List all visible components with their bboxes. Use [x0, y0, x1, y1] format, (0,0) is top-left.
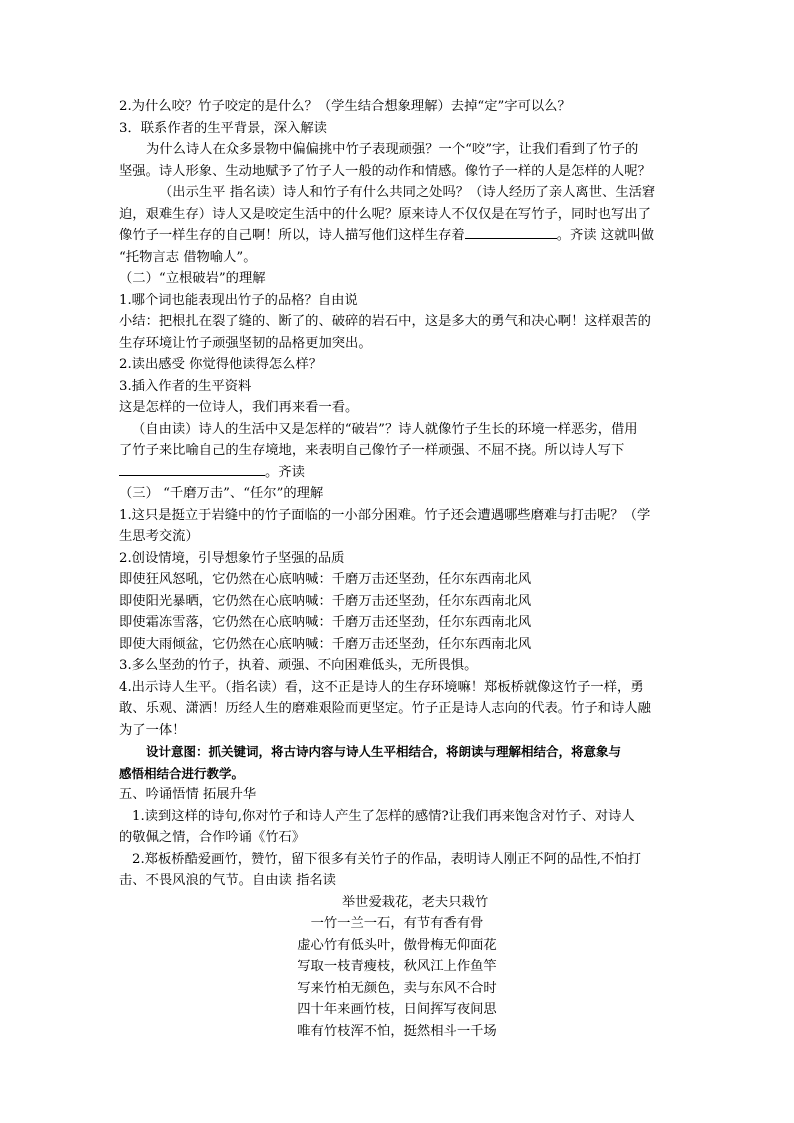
- poem-line: 写取一枝青瘦枝，秋风江上作鱼竿: [297, 959, 497, 974]
- poem-line: 虚心竹有低头叶，傲骨梅无仰面花: [297, 937, 497, 953]
- design-intent: 设计意图：抓关键词，将古诗内容与诗人生平相结合，将朗读与理解相结合，将意象与: [146, 744, 622, 759]
- list-item: 2.读出感受 你觉得他读得怎么样？: [119, 357, 323, 372]
- subsection-heading: （三） “千磨万击”、“任尔”的理解: [119, 486, 324, 501]
- fill-in-blank: [119, 462, 265, 476]
- document-page: [119, 96, 675, 1042]
- paragraph-line: 生思考交流）: [119, 529, 199, 544]
- list-item: 2.创设情境，引导想象竹子坚强的品质: [119, 550, 345, 566]
- paragraph-line: 坚强。诗人形象、生动地赋予了竹子人一般的动作和情感。像竹子一样的人是怎样的人呢？: [119, 163, 651, 179]
- paragraph-line: 了竹子来比喻自己的生存境地，来表明自己像竹子一样顽强、不屈不挠。所以诗人写下: [119, 443, 625, 458]
- section-3-heading: 3．联系作者的生平背景，深入解读: [119, 120, 327, 136]
- subsection-heading: （二）“立根破岩”的理解: [119, 271, 266, 286]
- text-after-blank: 。齐读: [265, 464, 305, 480]
- list-item: 1.读到这样的诗句,你对竹子和诗人产生了怎样的感情?让我们再来饱含对竹子、对诗人: [132, 808, 635, 824]
- list-item: 1.这只是挺立于岩缝中的竹子面临的一小部分困难。竹子还会遭遇哪些磨难与打击呢？（学: [119, 507, 651, 523]
- fill-in-blank: [465, 225, 557, 239]
- design-intent: 感悟相结合进行教学。: [119, 765, 245, 781]
- paragraph-line: 这是怎样的一位诗人，我们再来看一看。: [119, 400, 359, 415]
- poem-line: 举世爱栽花，老夫只栽竹: [341, 894, 489, 910]
- summary-line: 生存环境让竹子顽强坚韧的品格更加突出。: [119, 335, 372, 351]
- poem-line: 唯有竹枝浑不怕，挺然相斗一千场: [297, 1023, 497, 1039]
- poem-line: 写来竹柏无颜色，卖与东风不合时: [297, 980, 497, 996]
- paragraph-line: 为了一体！: [119, 722, 186, 738]
- poem-line: 一竹一兰一石，有节有香有骨: [310, 916, 484, 931]
- text-before-blank: 像竹子一样生存的自己啊！所以，诗人描写他们这样生存着: [119, 228, 465, 243]
- list-item: 4.出示诗人生平。（指名读）看，这不正是诗人的生存环境嘛！郑板桥就像这竹子一样，勇: [119, 679, 644, 695]
- section-5-heading: 五、吟诵悟情 拓展升华: [119, 787, 257, 802]
- paragraph-line: （出示生平 指名读）诗人和竹子有什么共同之处吗？（诗人经历了亲人离世、生活窘: [159, 185, 656, 200]
- list-item: 3.多么坚劲的竹子，执着、顽强、不向困难低头，无所畏惧。: [119, 658, 478, 673]
- paragraph-line: 击、不畏风浪的气节。自由读 指名读: [119, 873, 336, 888]
- list-item: 2.郑板桥酷爱画竹，赞竹，留下很多有关竹子的作品，表明诗人刚正不阿的品性,不怕打: [132, 851, 641, 867]
- paragraph-line: 为什么诗人在众多景物中偏偏挑中竹子表现顽强？一个“咬”字，让我们看到了竹子的: [146, 142, 639, 157]
- paragraph-line-with-blank: [119, 462, 675, 484]
- scenario-line: 即使大雨倾盆，它仍然在心底呐喊：千磨万击还坚劲，任尔东西南北风: [119, 636, 532, 652]
- paragraph-line-with-blank: [119, 225, 675, 247]
- summary-line: 小结：把根扎在裂了缝的、断了的、破碎的岩石中，这是多大的勇气和决心啊！这样艰苦的: [119, 314, 651, 329]
- list-item: 1.哪个词也能表现出竹子的品格？自由说: [119, 292, 358, 308]
- poem-line: 四十年来画竹枝，日间挥写夜间思: [297, 1002, 497, 1017]
- text-after-blank: 。齐读 这就叫做: [556, 228, 655, 243]
- scenario-line: 即使狂风怒吼，它仍然在心底呐喊：千磨万击还坚劲，任尔东西南北风: [119, 572, 532, 587]
- question-2: 2.为什么咬？竹子咬定的是什么？（学生结合想象理解）去掉“定”字可以么？: [119, 99, 571, 114]
- paragraph-line: （自由读）诗人的生活中又是怎样的“破岩”？诗人就像竹子生长的环境一样恶劣，借用: [132, 421, 638, 437]
- paragraph-line: 敢、乐观、潇洒！历经人生的磨难艰险而更坚定。竹子正是诗人志向的代表。竹子和诗人融: [119, 701, 651, 716]
- paragraph-line: 的敬佩之情，合作吟诵《竹石》: [119, 830, 306, 845]
- paragraph-line: 迫，艰难生存）诗人又是咬定生活中的什么呢？原来诗人不仅仅是在写竹子，同时也写出了: [119, 206, 651, 222]
- list-item: 3.插入作者的生平资料: [119, 378, 252, 394]
- scenario-line: 即使阳光暴晒，它仍然在心底呐喊：千磨万击还坚劲，任尔东西南北风: [119, 593, 532, 609]
- scenario-line: 即使霜冻雪落，它仍然在心底呐喊：千磨万击还坚劲，任尔东西南北风: [119, 615, 532, 630]
- paragraph-line: “托物言志 借物喻人”。: [119, 249, 257, 265]
